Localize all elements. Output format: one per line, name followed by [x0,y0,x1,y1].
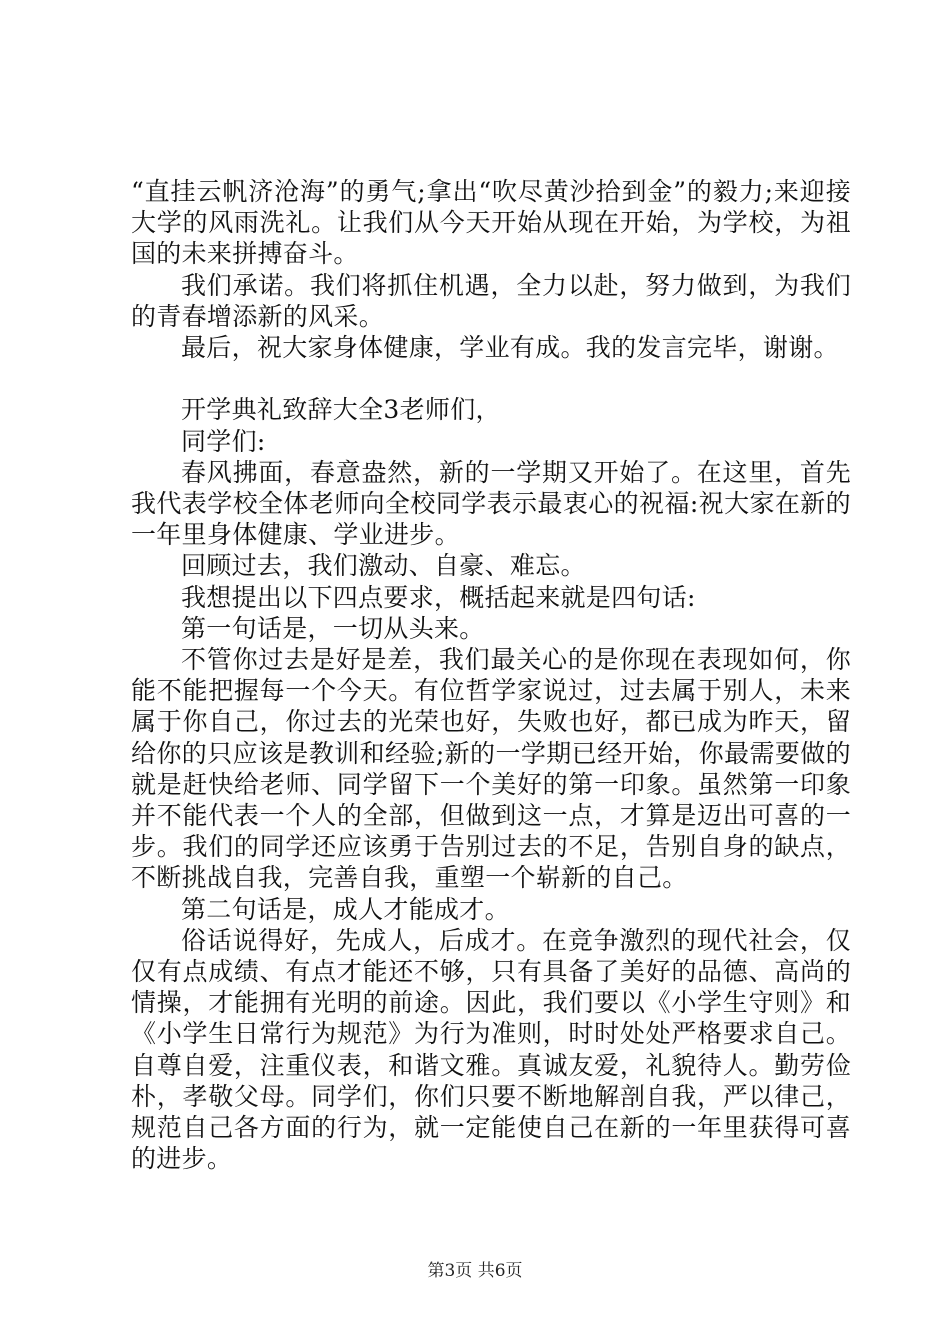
paragraph: 第一句话是，一切从头来。 [181,613,485,643]
paragraph: 俗话说得好，先成人，后成才。在竞争激烈的现代社会，仅仅有点成绩、有点才能还不够，只有具备了美好的品德、高尚的情操，才能拥有光明的前途。因此，我们要以《小学生守则》和《小学生日常行为规范》为行为准则，时时处处严格要求自己。自尊自爱，注重仪表，和谐文雅。真诚友爱，礼貌待人。勤劳俭朴，孝敬父母。同学们，你们只要不断地解剖自我，严以律己，规范自己各方面的行为，就一定能使自己在新的一年里获得可喜的进步。 [131,925,851,1174]
paragraph: 我想提出以下四点要求，概括起来就是四句话: [181,582,696,612]
paragraph: 不管你过去是好是差，我们最关心的是你现在表现如何，你能不能把握每一个今天。有位哲学家说过，过去属于别人，未来属于你自己，你过去的光荣也好，失败也好，都已成为昨天，留给你的只应该是教训和经验;新的一学期已经开始，你最需要做的就是赶快给老师、同学留下一个美好的第一印象。虽然第一印象并不能代表一个人的全部，但做到这一点，才算是迈出可喜的一步。我们的同学还应该勇于告别过去的不足，告别自身的缺点，不断挑战自我，完善自我，重塑一个崭新的自己。 [131,645,851,893]
paragraph: 第二句话是，成人才能成才。 [181,894,510,924]
paragraph: 最后，祝大家身体健康，学业有成。我的发言完毕，谢谢。 [181,333,839,363]
document-body [131,176,851,1174]
paragraph-continuation: “直挂云帆济沧海”的勇气;拿出“吹尽黄沙拾到金”的毅力;来迎接大学的风雨洗礼。让我们从今天开始从现在开始，为学校，为祖国的未来拼搏奋斗。 [131,177,851,269]
paragraph: 回顾过去，我们激动、自豪、难忘。 [181,551,586,581]
paragraph: 春风拂面，春意盎然，新的一学期又开始了。在这里，首先我代表学校全体老师向全校同学表示最衷心的祝福:祝大家在新的一年里身体健康、学业进步。 [131,457,851,550]
blank-line [131,363,851,394]
paragraph: 我们承诺。我们将抓住机遇，全力以赴，努力做到，为我们的青春增添新的风采。 [131,270,851,331]
salutation: 同学们: [181,426,266,456]
page-number-footer: 第3页 共6页 [427,1261,523,1281]
section-heading: 开学典礼致辞大全3老师们， [181,395,501,425]
